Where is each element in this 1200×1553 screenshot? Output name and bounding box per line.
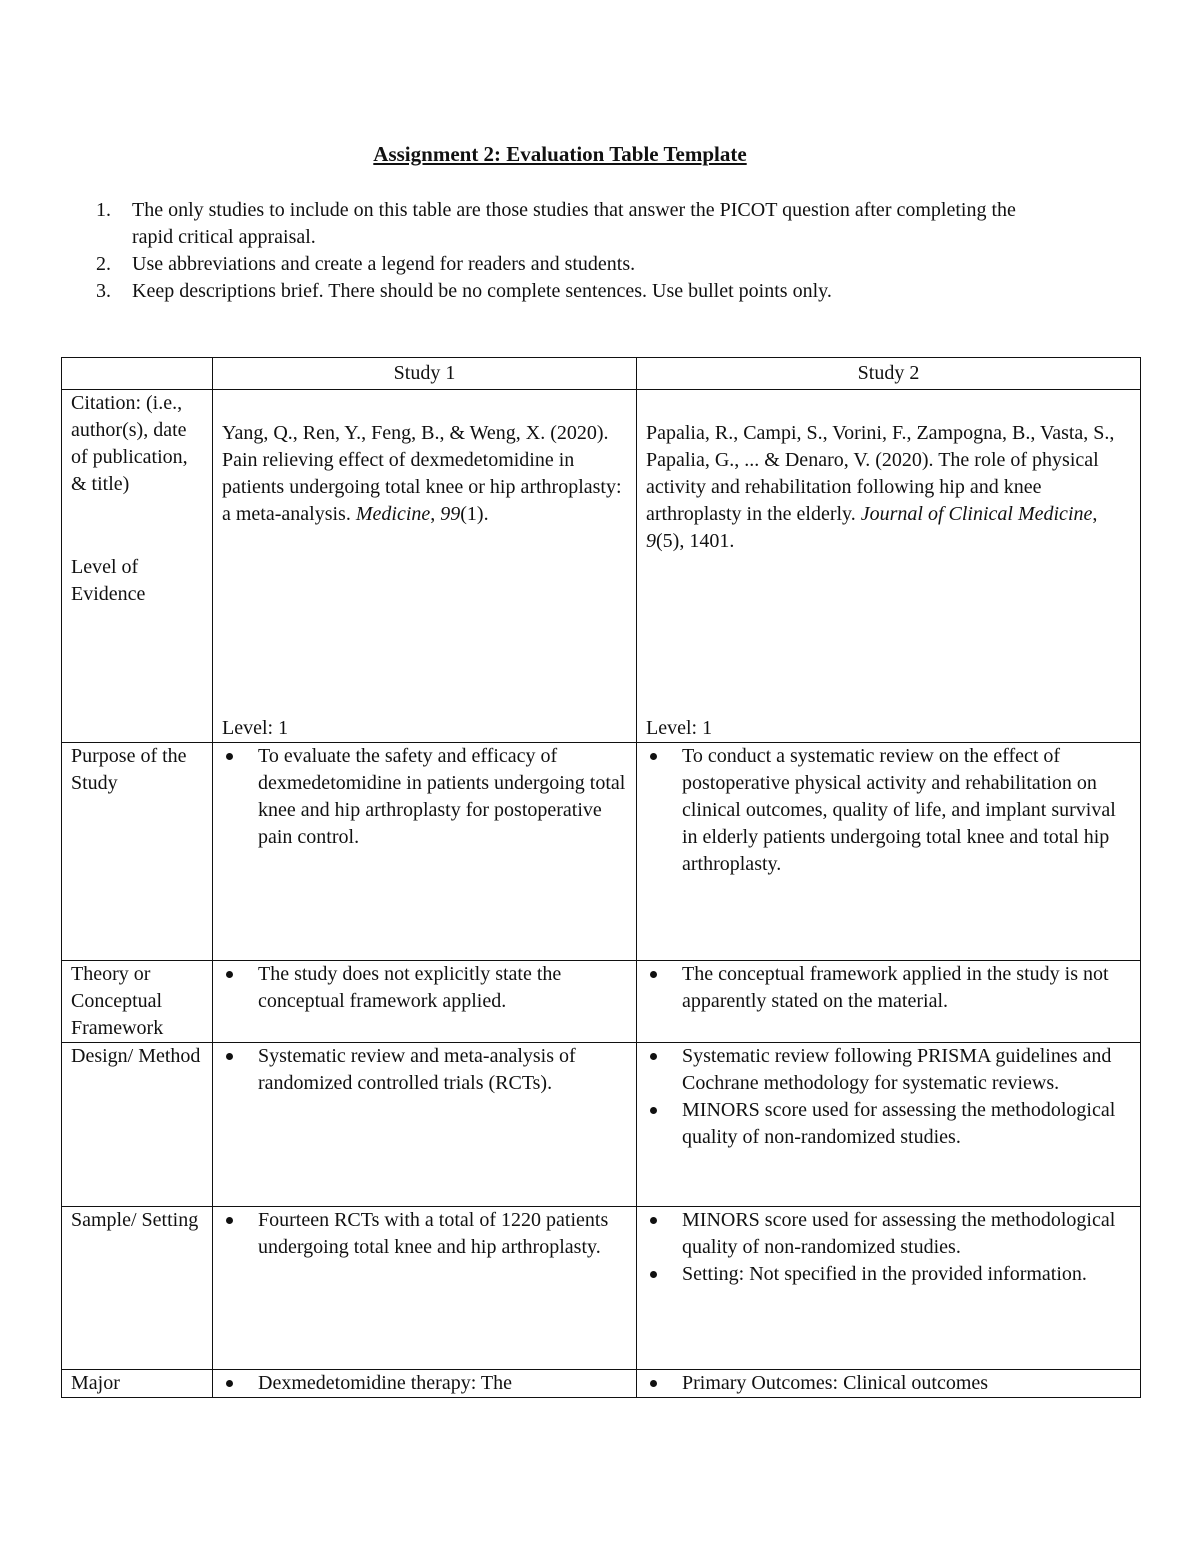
study1-cell	[213, 1207, 637, 1370]
bullet-item: Setting: Not specified in the provided information.	[646, 1261, 1131, 1288]
study2-cell	[637, 743, 1141, 961]
bullet-item: Fourteen RCTs with a total of 1220 patients undergoing total knee and hip arthroplasty.	[222, 1207, 627, 1261]
row-label: Sample/ Setting	[62, 1207, 213, 1370]
row-label: Theory or Conceptual Framework	[62, 961, 213, 1043]
table-row-design	[62, 1043, 1141, 1207]
study1-separator: ,	[430, 503, 441, 525]
study1-journal: Medicine	[355, 503, 431, 525]
table-row-major	[62, 1370, 1141, 1398]
bullet-item: The conceptual framework applied in the study is not apparently stated on the material.	[646, 961, 1131, 1015]
bullet-item: MINORS score used for assessing the methodological quality of non-randomized studies.	[646, 1207, 1131, 1261]
table-row-sample	[62, 1207, 1141, 1370]
header-blank-cell	[62, 358, 213, 390]
study2-cell	[637, 1207, 1141, 1370]
study2-journal: Journal of Clinical Medicine	[860, 503, 1093, 525]
study2-issue: (5), 1401.	[656, 530, 735, 552]
header-study1: Study 1	[213, 358, 637, 390]
study2-citation-cell	[637, 390, 1141, 743]
header-study2: Study 2	[637, 358, 1141, 390]
table-row-citation	[62, 390, 1141, 743]
bullet-item: The study does not explicitly state the conceptual framework applied.	[222, 961, 627, 1015]
row-label: Purpose of the Study	[62, 743, 213, 961]
study2-cell	[637, 961, 1141, 1043]
instruction-item	[96, 251, 1056, 278]
row-label	[62, 390, 213, 743]
instruction-item	[96, 197, 1056, 251]
instruction-number: 3.	[96, 280, 111, 302]
study1-citation	[222, 420, 627, 528]
evaluation-table	[61, 357, 1141, 1398]
study2-level: Level: 1	[646, 717, 713, 739]
bullet-item: Primary Outcomes: Clinical outcomes	[646, 1370, 1131, 1397]
instruction-text: Keep descriptions brief. There should be no complete sentences. Use bullet points only.	[132, 280, 832, 302]
bullet-item: To evaluate the safety and efficacy of dexmedetomidine in patients undergoing total knee and hip arthroplasty for postoperative pain control.	[222, 743, 627, 851]
bullet-item: To conduct a systematic review on the effect of postoperative physical activity and rehabilitation on clinical outcomes, quality of life, and implant survival in elderly patients undergoing total knee and total hip arthroplasty.	[646, 743, 1131, 878]
level-of-evidence-label: Level of Evidence	[71, 556, 146, 605]
bullet-item: Dexmedetomidine therapy: The	[222, 1370, 627, 1397]
instruction-text: Use abbreviations and create a legend for readers and students.	[132, 253, 636, 275]
study1-level: Level: 1	[222, 717, 289, 739]
bullet-item: Systematic review and meta-analysis of randomized controlled trials (RCTs).	[222, 1043, 627, 1097]
table-header-row	[62, 358, 1141, 390]
bullet-item: Systematic review following PRISMA guidelines and Cochrane methodology for systematic reviews.	[646, 1043, 1131, 1097]
study2-cell	[637, 1370, 1141, 1398]
study1-cell	[213, 1370, 637, 1398]
row-label: Design/ Method	[62, 1043, 213, 1207]
citation-label: Citation: (i.e., author(s), date of publication, & title)	[71, 392, 188, 495]
study1-issue: (1).	[460, 503, 489, 525]
instruction-item	[96, 278, 1056, 305]
study2-cell	[637, 1043, 1141, 1207]
instructions-list	[96, 197, 1056, 305]
table-row-theory	[62, 961, 1141, 1043]
study1-citation-cell	[213, 390, 637, 743]
study2-separator: ,	[1092, 503, 1098, 525]
row-label: Major	[62, 1370, 213, 1398]
study2-citation	[646, 420, 1131, 555]
study1-cell	[213, 743, 637, 961]
table-row-purpose	[62, 743, 1141, 961]
instruction-number: 1.	[96, 199, 111, 221]
study1-volume: 99	[440, 503, 461, 525]
instruction-text: The only studies to include on this table are those studies that answer the PICOT question after completing the rapid critical appraisal.	[132, 199, 1016, 248]
study1-cell	[213, 1043, 637, 1207]
study2-volume: 9	[646, 530, 656, 552]
page-title: Assignment 2: Evaluation Table Template	[373, 142, 747, 166]
instruction-number: 2.	[96, 253, 111, 275]
study1-cell	[213, 961, 637, 1043]
bullet-item: MINORS score used for assessing the methodological quality of non-randomized studies.	[646, 1097, 1131, 1151]
study2-citation-authors: Papalia, R., Campi, S., Vorini, F., Zampogna, B., Vasta, S., Papalia, G., ... & Denaro, V. (2020). The role of physical activity and rehabilitation following hip and knee arthroplasty in the elderly.	[646, 422, 1115, 525]
study1-citation-authors: Yang, Q., Ren, Y., Feng, B., & Weng, X. (2020). Pain relieving effect of dexmedetomidine in patients undergoing total knee or hip arthroplasty: a meta-analysis.	[222, 422, 622, 525]
